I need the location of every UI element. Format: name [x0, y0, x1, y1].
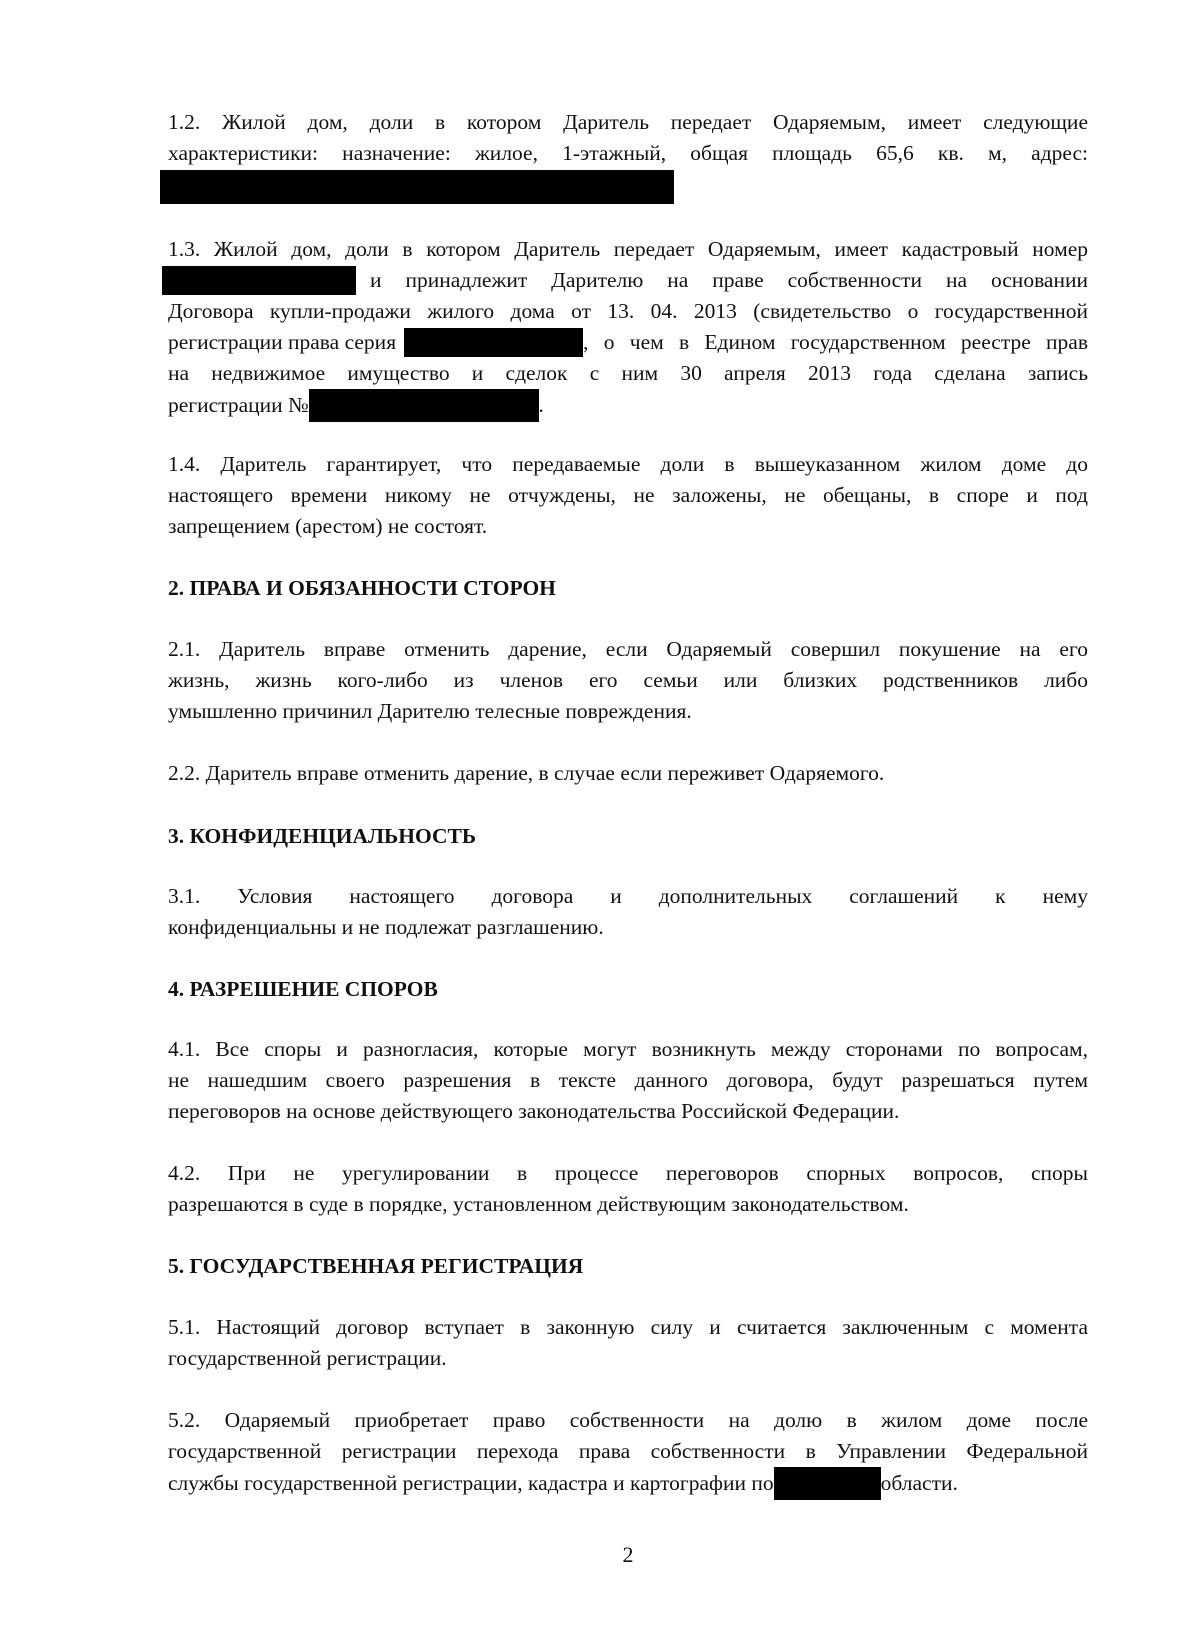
- paragraph-3-1: [168, 881, 1088, 943]
- paragraph-line: 1.2. Жилой дом, доли в котором Даритель передает Одаряемым, имеет следующие: [168, 110, 1088, 134]
- paragraph-line: настоящего времени никому не отчуждены, не заложены, не обещаны, в споре и под: [168, 483, 1088, 507]
- redacted-registration-number: [309, 389, 539, 422]
- paragraph-4-1: [168, 1034, 1088, 1127]
- section-heading-4: 4. РАЗРЕШЕНИЕ СПОРОВ: [168, 977, 438, 1001]
- paragraph-line: характеристики: назначение: жилое, 1-этажный, общая площадь 65,6 кв. м, адрес:: [168, 141, 1088, 165]
- section-heading-2: 2. ПРАВА И ОБЯЗАННОСТИ СТОРОН: [168, 576, 556, 600]
- paragraph-line: Договора купли-продажи жилого дома от 13. 04. 2013 (свидетельство о государственной: [168, 299, 1088, 323]
- paragraph-line-text: области.: [880, 1471, 958, 1495]
- paragraph-2-2: [168, 758, 1088, 789]
- paragraph-line: разрешаются в суде в порядке, установленном действующим законодательством.: [168, 1192, 909, 1216]
- paragraph-4-2: [168, 1158, 1088, 1220]
- paragraph-line-text: регистрации права серия: [168, 330, 397, 354]
- paragraph-line: [168, 265, 1088, 296]
- paragraph-1-4: [168, 449, 1088, 542]
- paragraph-line: жизнь, жизнь кого-либо из членов его семьи или близких родственников либо: [168, 668, 1088, 692]
- paragraph-line: переговоров на основе действующего законодательства Российской Федерации.: [168, 1099, 900, 1123]
- paragraph-2-1: [168, 634, 1088, 727]
- paragraph-line: [168, 1467, 1088, 1500]
- redacted-certificate-series: [404, 328, 583, 357]
- paragraph-line-text: .: [538, 393, 544, 417]
- paragraph-line: государственной регистрации.: [168, 1346, 447, 1370]
- paragraph-line-text: и принадлежит Дарителю на праве собственности на основании: [370, 268, 1088, 292]
- redacted-region-name: [774, 1467, 881, 1500]
- paragraph-5-2: [168, 1405, 1088, 1500]
- paragraph-line: 2.2. Даритель вправе отменить дарение, в случае если переживет Одаряемого.: [168, 761, 885, 785]
- paragraph-1-2: [168, 107, 1088, 169]
- paragraph-line: 5.2. Одаряемый приобретает право собственности на долю в жилом доме после: [168, 1408, 1088, 1432]
- section-heading-5: 5. ГОСУДАРСТВЕННАЯ РЕГИСТРАЦИЯ: [168, 1254, 584, 1278]
- paragraph-line: [168, 389, 1088, 422]
- paragraph-1-3: [168, 234, 1088, 422]
- paragraph-line: запрещением (арестом) не состоят.: [168, 514, 488, 538]
- paragraph-line: [168, 327, 1088, 358]
- section-heading-3: 3. КОНФИДЕНЦИАЛЬНОСТЬ: [168, 824, 477, 848]
- paragraph-line: 2.1. Даритель вправе отменить дарение, если Одаряемый совершил покушение на его: [168, 637, 1088, 661]
- paragraph-line-text: службы государственной регистрации, кадастра и картографии по: [168, 1471, 774, 1495]
- paragraph-line: умышленно причинил Дарителю телесные повреждения.: [168, 699, 692, 723]
- redacted-address: [160, 170, 674, 204]
- paragraph-line: 5.1. Настоящий договор вступает в законную силу и считается заключенным с момента: [168, 1315, 1088, 1339]
- paragraph-line: 3.1. Условия настоящего договора и дополнительных соглашений к нему: [168, 884, 1088, 908]
- page-number: 2: [622, 1542, 634, 1567]
- paragraph-line: 4.2. При не урегулировании в процессе переговоров спорных вопросов, споры: [168, 1161, 1088, 1185]
- paragraph-line: конфиденциальны и не подлежат разглашению.: [168, 915, 604, 939]
- paragraph-line: 1.4. Даритель гарантирует, что передаваемые доли в вышеуказанном жилом доме до: [168, 452, 1088, 476]
- paragraph-line: на недвижимое имущество и сделок с ним 30 апреля 2013 года сделана запись: [168, 361, 1088, 385]
- paragraph-line: 1.3. Жилой дом, доли в котором Даритель передает Одаряемым, имеет кадастровый номер: [168, 237, 1088, 261]
- paragraph-line-text: регистрации №: [168, 393, 309, 417]
- paragraph-line: не нашедшим своего разрешения в тексте данного договора, будут разрешаться путем: [168, 1068, 1088, 1092]
- paragraph-line-text: , о чем в Едином государственном реестре прав: [583, 330, 1088, 354]
- paragraph-5-1: [168, 1312, 1088, 1374]
- paragraph-line: 4.1. Все споры и разногласия, которые могут возникнуть между сторонами по вопросам,: [168, 1037, 1088, 1061]
- redacted-cadastral-number: [162, 266, 356, 295]
- paragraph-line: государственной регистрации перехода права собственности в Управлении Федеральной: [168, 1439, 1088, 1463]
